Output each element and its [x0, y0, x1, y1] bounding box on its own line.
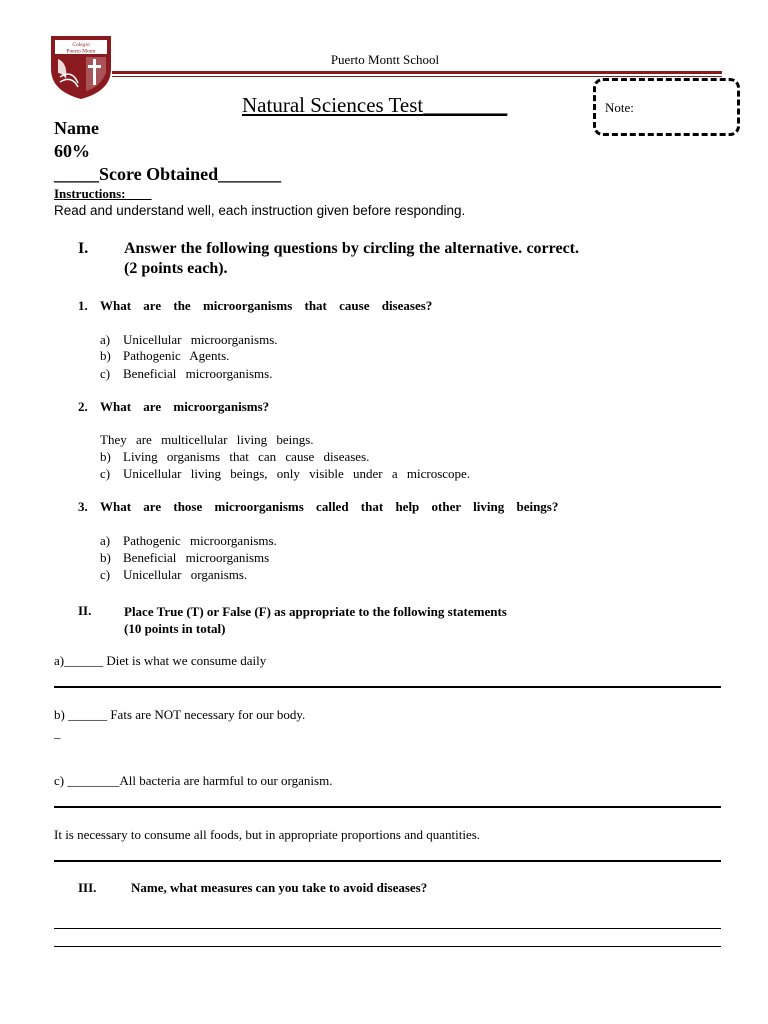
- question-3-option-b-letter[interactable]: b): [100, 550, 111, 565]
- answer-line-3-2[interactable]: [54, 946, 721, 947]
- question-2-option-b-letter[interactable]: b): [100, 449, 111, 464]
- note-label: Note:: [605, 100, 634, 115]
- header-divider-thin: [112, 76, 722, 77]
- question-2-option-c[interactable]: Unicellular living beings, only visible under a microscope.: [123, 466, 471, 481]
- question-2-option-a[interactable]: They are multicellular living beings.: [100, 432, 314, 447]
- statement-c: c) ________All bacteria are harmful to our organism.: [54, 773, 333, 788]
- question-1-number: 1.: [78, 298, 88, 313]
- question-1-option-a-letter[interactable]: a): [100, 332, 111, 347]
- statement-a: a)______ Diet is what we consume daily: [54, 653, 267, 668]
- section-2-instruction: [124, 603, 507, 637]
- question-3-option-c-letter[interactable]: c): [100, 567, 111, 582]
- header-divider: [112, 71, 722, 74]
- question-1-option-b[interactable]: Pathogenic Agents.: [123, 348, 230, 363]
- section-3-numeral: III.: [78, 880, 97, 895]
- question-1-option-c[interactable]: Beneficial microorganisms.: [123, 366, 273, 381]
- svg-text:Colegio: Colegio: [72, 42, 90, 48]
- question-1-option-c-letter[interactable]: c): [100, 366, 111, 381]
- school-name: Puerto Montt School: [330, 52, 440, 67]
- question-2-option-b[interactable]: Living organisms that can cause diseases.: [123, 449, 370, 464]
- section-2-line-2: (10 points in total): [124, 621, 226, 636]
- statement-d: It is necessary to consume all foods, but in appropriate proportions and quantities.: [54, 827, 481, 842]
- question-3-text: What are those microorganisms called that help other living beings?: [100, 499, 559, 514]
- question-3-option-b[interactable]: Beneficial microorganisms: [123, 550, 270, 565]
- question-3-option-a-letter[interactable]: a): [100, 533, 111, 548]
- percent-label: 60%: [54, 141, 90, 161]
- svg-text:Puerto Montt: Puerto Montt: [66, 48, 96, 55]
- answer-line-c[interactable]: [54, 806, 721, 808]
- section-1-numeral: I.: [78, 240, 89, 257]
- question-3-number: 3.: [78, 499, 88, 514]
- section-2-line-1: Place True (T) or False (F) as appropriate to the following statements: [124, 604, 507, 619]
- instructions-heading: Instructions:____: [54, 186, 152, 201]
- question-1-text: What are the microorganisms that cause diseases?: [100, 298, 433, 313]
- name-label: Name: [54, 118, 99, 138]
- school-crest-logo: [48, 33, 114, 101]
- instructions-text: Read and understand well, each instruction given before responding.: [54, 203, 466, 218]
- question-2-number: 2.: [78, 399, 88, 414]
- stray-underscore: _: [54, 725, 61, 740]
- question-1-option-a[interactable]: Unicellular microorganisms.: [123, 332, 278, 347]
- question-1-option-b-letter[interactable]: b): [100, 348, 111, 363]
- score-obtained-line: _____Score Obtained_______: [54, 164, 282, 184]
- page-title: Natural Sciences Test________: [242, 93, 508, 117]
- statement-b: b) ______ Fats are NOT necessary for our body.: [54, 707, 306, 722]
- section-1-instruction: Answer the following questions by circling the alternative. correct. (2 points each).: [124, 240, 579, 277]
- answer-line-3-1[interactable]: [54, 928, 721, 929]
- question-3-option-a[interactable]: Pathogenic microorganisms.: [123, 533, 277, 548]
- section-2-numeral: II.: [78, 603, 92, 618]
- question-2-text: What are microorganisms?: [100, 399, 270, 414]
- section-3-question: Name, what measures can you take to avoid diseases?: [131, 880, 428, 895]
- question-2-option-c-letter[interactable]: c): [100, 466, 111, 481]
- answer-line-a[interactable]: [54, 686, 721, 688]
- question-3-option-c[interactable]: Unicellular organisms.: [123, 567, 248, 582]
- answer-line-d[interactable]: [54, 860, 721, 862]
